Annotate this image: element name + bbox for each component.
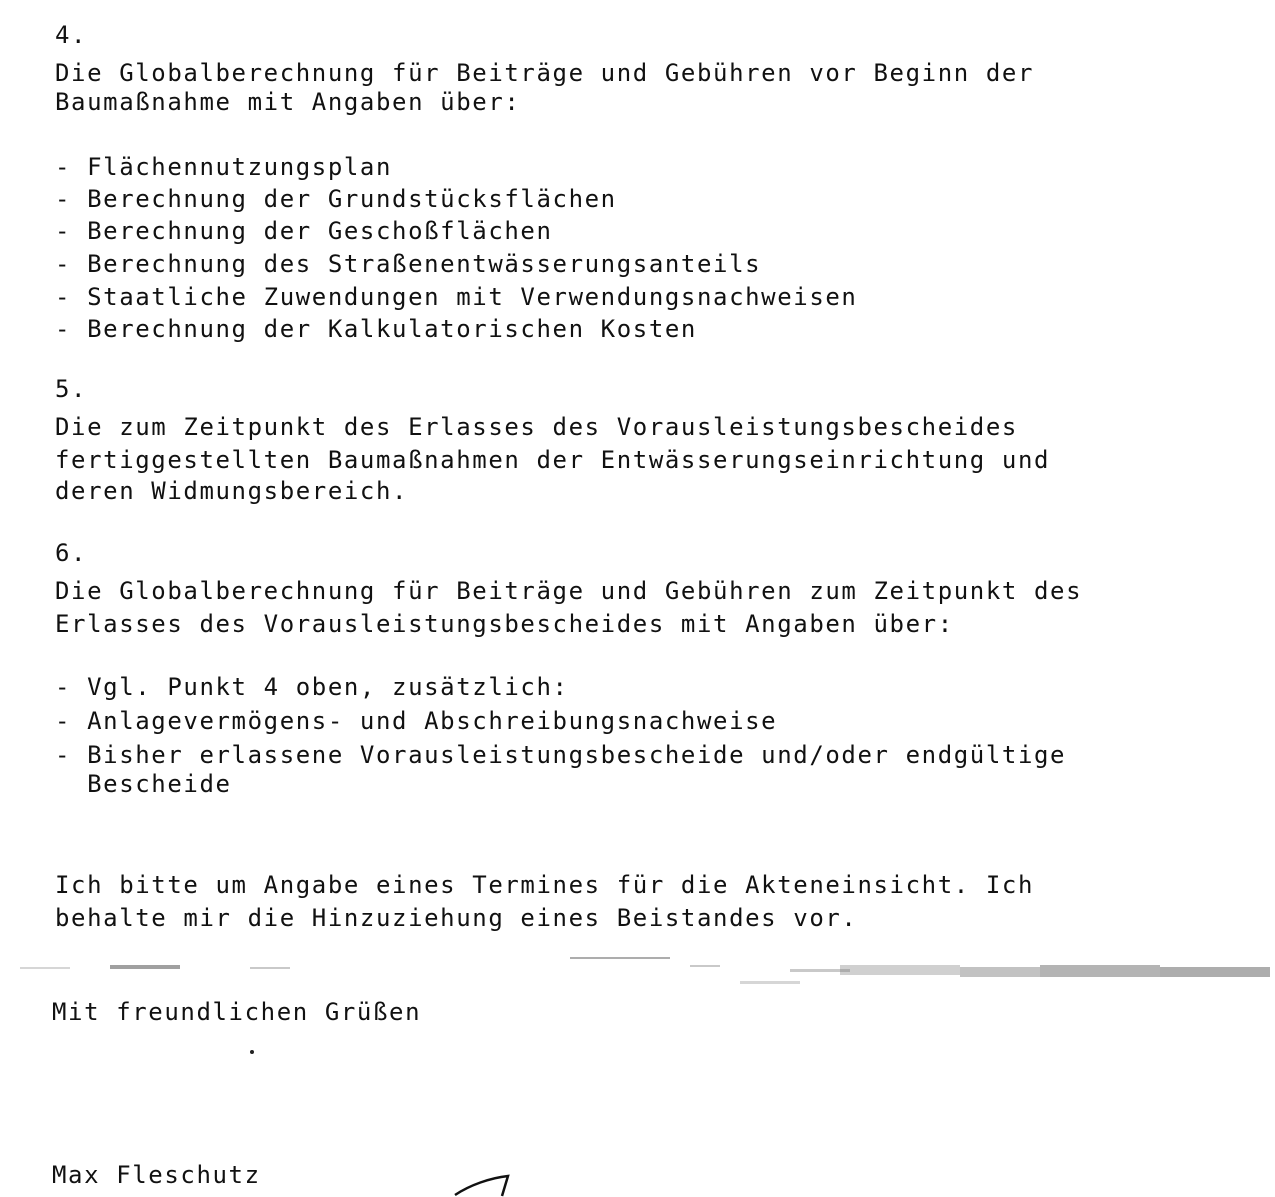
list-item: - Flächennutzungsplan bbox=[55, 153, 393, 181]
section-number: 4. bbox=[55, 21, 88, 49]
section-number: 6. bbox=[55, 539, 88, 567]
list-item: - Berechnung der Grundstücksflächen bbox=[55, 185, 617, 213]
section-intro-line: Die Globalberechnung für Beiträge und Gebühren zum Zeitpunkt des bbox=[55, 577, 1083, 605]
list-item: - Berechnung der Geschoßflächen bbox=[55, 217, 553, 245]
section-body-line: Die zum Zeitpunkt des Erlasses des Vorausleistungsbescheides bbox=[55, 413, 1018, 441]
section-number: 5. bbox=[55, 375, 88, 403]
greeting: Mit freundlichen Grüßen bbox=[52, 998, 422, 1026]
section-intro-line: Baumaßnahme mit Angaben über: bbox=[55, 88, 521, 116]
scan-artifact-dot bbox=[250, 1050, 254, 1054]
closing-line: Ich bitte um Angabe eines Termines für die Akteneinsicht. Ich bbox=[55, 871, 1035, 899]
list-item: Bescheide bbox=[55, 770, 232, 798]
section-body-line: deren Widmungsbereich. bbox=[55, 477, 409, 505]
section-body-line: fertiggestellten Baumaßnahmen der Entwässerungseinrichtung und bbox=[55, 446, 1051, 474]
list-item: - Staatliche Zuwendungen mit Verwendungsnachweisen bbox=[55, 283, 858, 311]
list-item: - Berechnung des Straßenentwässerungsanteils bbox=[55, 250, 762, 278]
signatory-name: Max Fleschutz bbox=[52, 1161, 261, 1189]
scan-noise-band bbox=[0, 955, 1275, 995]
signature-stroke bbox=[450, 1170, 530, 1197]
closing-line: behalte mir die Hinzuziehung eines Beistandes vor. bbox=[55, 904, 858, 932]
list-item: - Vgl. Punkt 4 oben, zusätzlich: bbox=[55, 673, 569, 701]
list-item: - Anlagevermögens- und Abschreibungsnachweise bbox=[55, 707, 778, 735]
section-intro-line: Erlasses des Vorausleistungsbescheides mit Angaben über: bbox=[55, 610, 954, 638]
list-item: - Bisher erlassene Vorausleistungsbescheide und/oder endgültige bbox=[55, 741, 1067, 769]
list-item: - Berechnung der Kalkulatorischen Kosten bbox=[55, 315, 697, 343]
section-intro-line: Die Globalberechnung für Beiträge und Gebühren vor Beginn der bbox=[55, 59, 1035, 87]
